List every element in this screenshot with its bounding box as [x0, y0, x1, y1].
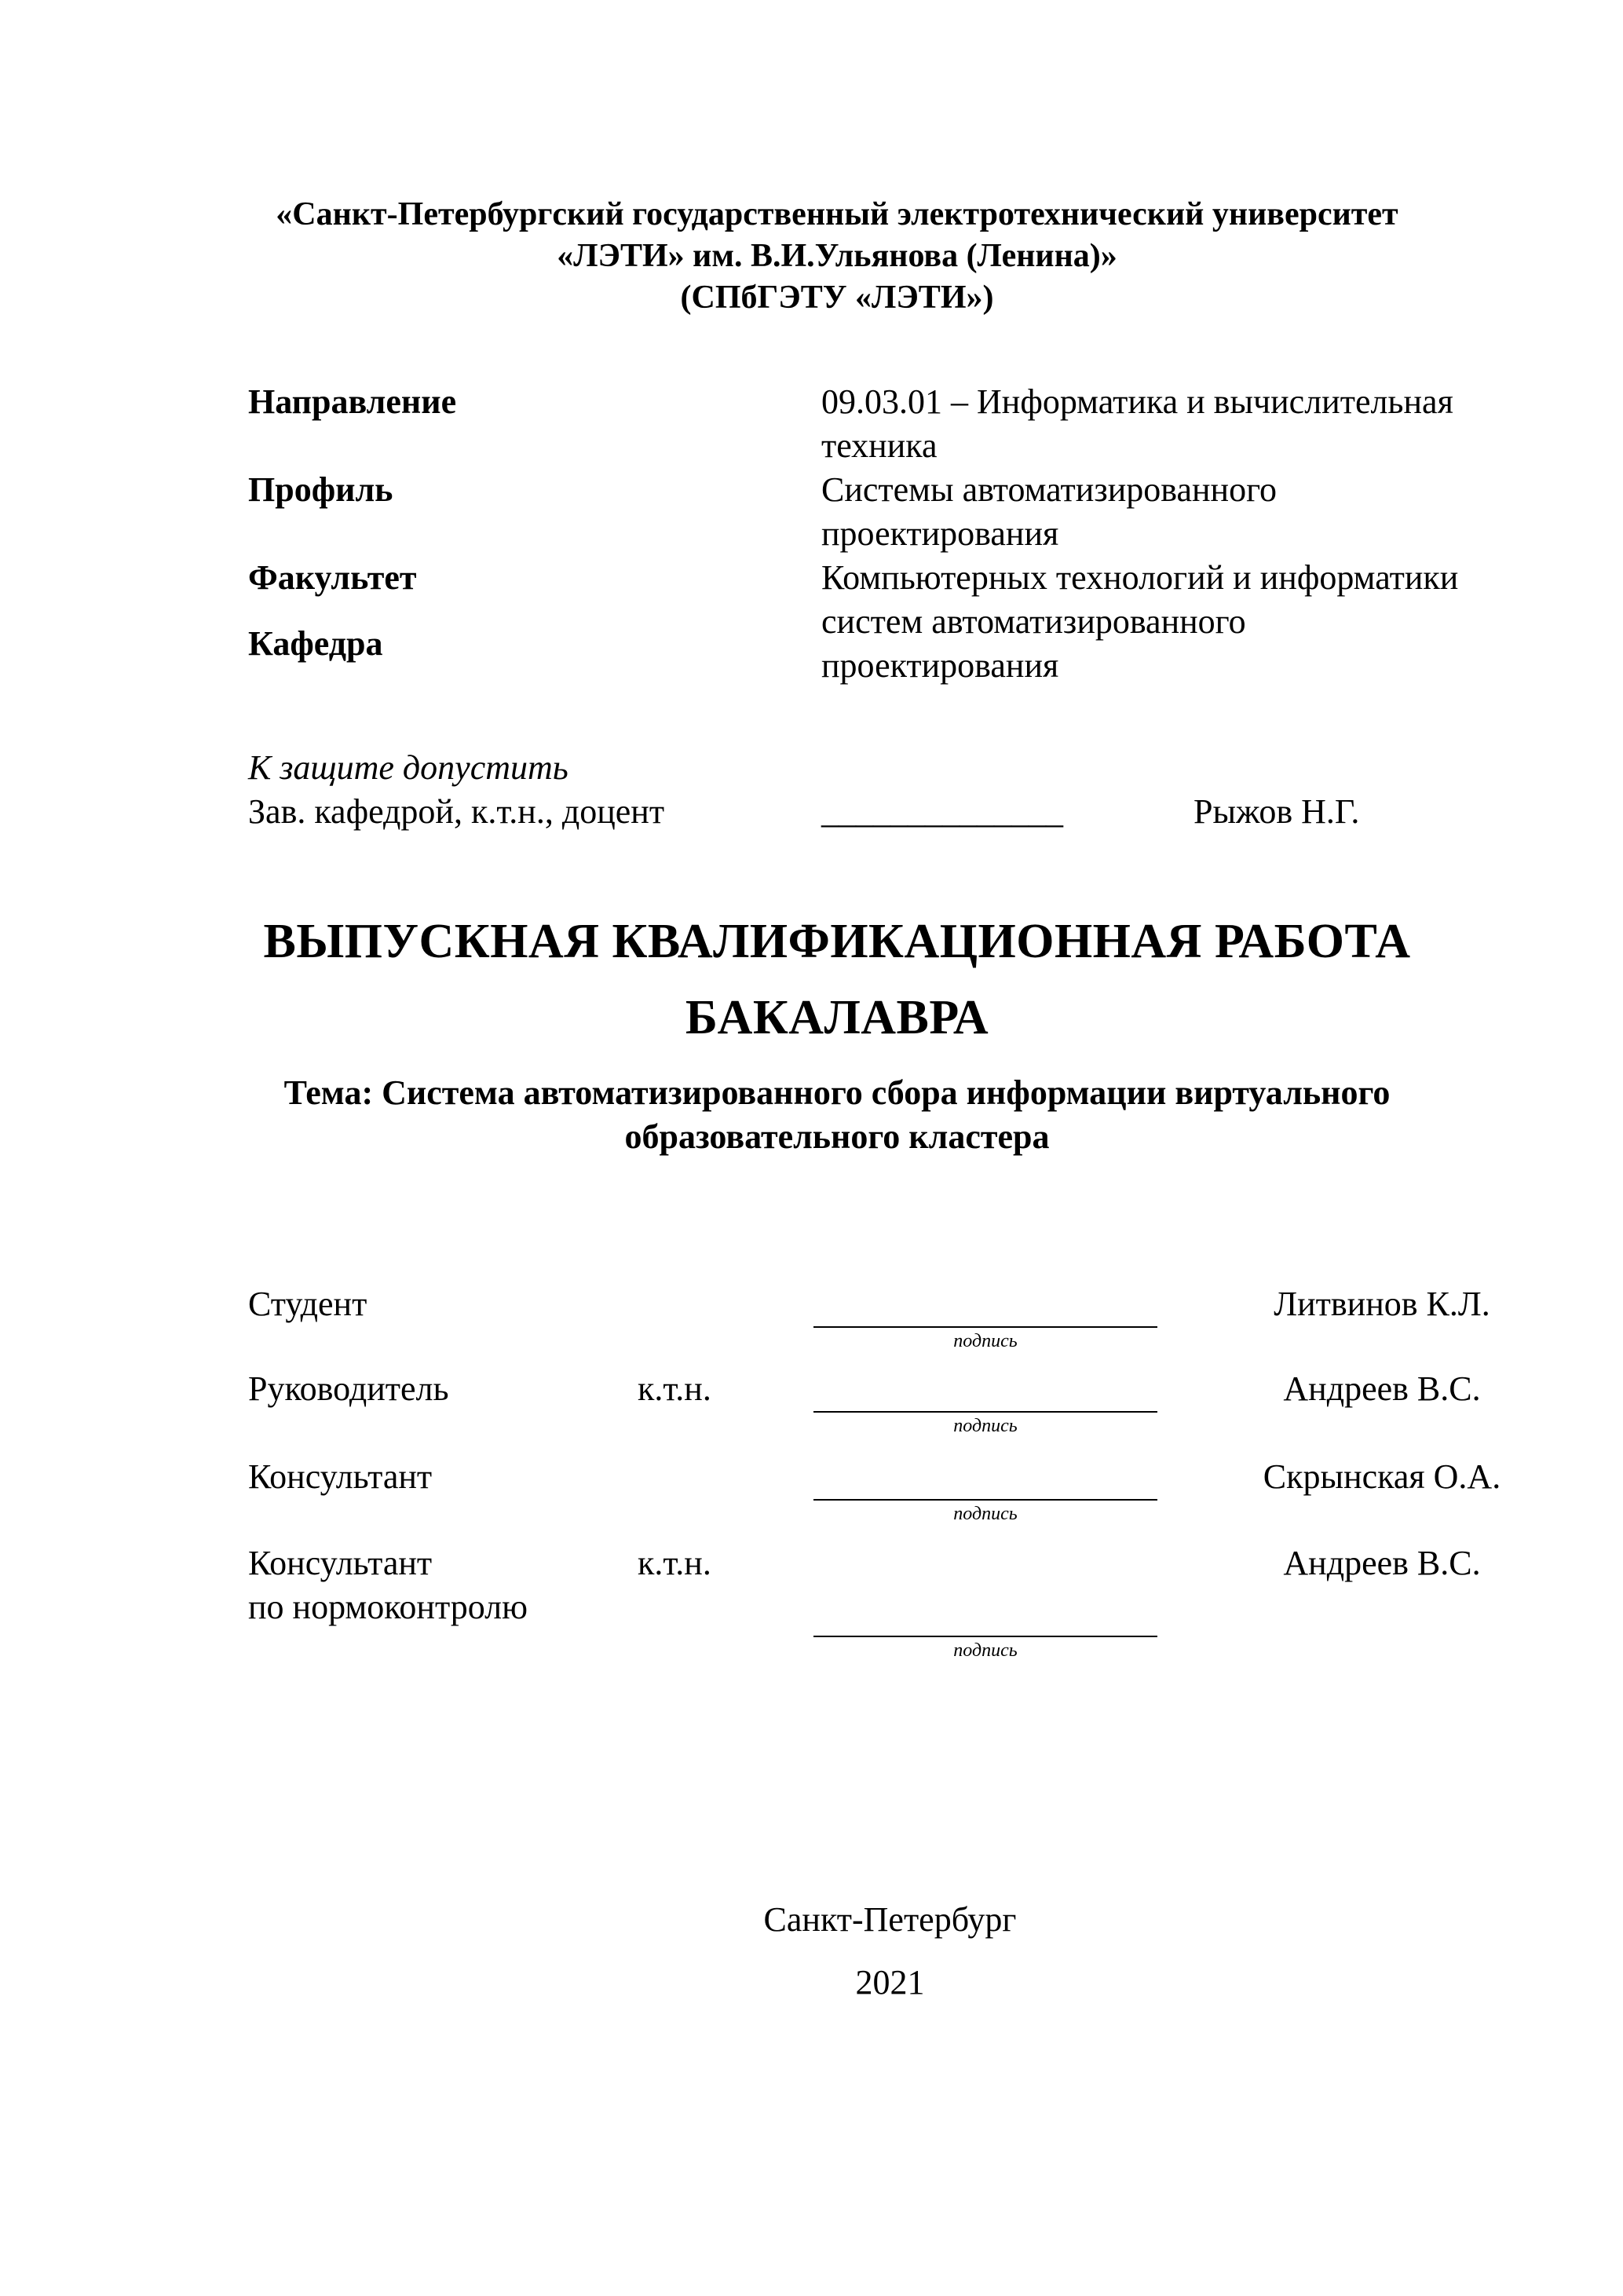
norm-consultant-degree: к.т.н. — [638, 1544, 711, 1582]
head-signature-blank: ______________ — [821, 792, 1063, 831]
supervisor-role: Руководитель — [248, 1369, 449, 1408]
norm-consultant-signature-line — [813, 1636, 1157, 1637]
consultant-signature-line — [813, 1499, 1157, 1501]
faculty-value: Компьютерных технологий и информатики — [821, 558, 1459, 597]
head-of-department-label: Зав. кафедрой, к.т.н., доцент — [248, 792, 665, 831]
head-of-department-name: Рыжов Н.Г. — [1193, 792, 1360, 831]
supervisor-signature-line — [813, 1411, 1157, 1413]
profile-value-line2: проектирования — [821, 514, 1059, 553]
consultant-name: Скрынская О.А. — [1263, 1457, 1501, 1496]
consultant-role: Консультант — [248, 1457, 433, 1496]
norm-consultant-signature-caption: подпись — [953, 1640, 1018, 1661]
norm-consultant-role-line2: по нормоконтролю — [248, 1588, 528, 1626]
profile-label: Профиль — [248, 470, 393, 509]
department-value-line1: систем автоматизированного — [821, 602, 1246, 641]
department-label: Кафедра — [248, 624, 383, 663]
faculty-label: Факультет — [248, 558, 417, 597]
admit-to-defense: К защите допустить — [248, 748, 568, 787]
topic-line2: образовательного кластера — [624, 1117, 1050, 1156]
direction-value-line2: техника — [821, 426, 938, 465]
norm-consultant-name: Андреев В.С. — [1283, 1544, 1481, 1582]
university-abbr: (СПбГЭТУ «ЛЭТИ») — [680, 280, 994, 316]
norm-consultant-role-line1: Консультант — [248, 1544, 433, 1582]
supervisor-degree: к.т.н. — [638, 1369, 711, 1408]
footer-city: Санкт-Петербург — [763, 1900, 1017, 1939]
supervisor-name: Андреев В.С. — [1283, 1369, 1481, 1408]
university-name-line1: «Санкт-Петербургский государственный электротехнический университет — [276, 196, 1398, 232]
student-signature-line — [813, 1326, 1157, 1328]
department-value-line2: проектирования — [821, 646, 1059, 685]
topic-line1: Тема: Система автоматизированного сбора информации виртуального — [283, 1073, 1391, 1112]
direction-value-line1: 09.03.01 – Информатика и вычислительная — [821, 382, 1453, 421]
direction-label: Направление — [248, 382, 457, 421]
work-title-line2: БАКАЛАВРА — [685, 991, 989, 1044]
student-name: Литвинов К.Л. — [1274, 1285, 1490, 1323]
student-signature-caption: подпись — [953, 1331, 1018, 1351]
work-title-line1: ВЫПУСКНАЯ КВАЛИФИКАЦИОННАЯ РАБОТА — [263, 915, 1411, 968]
consultant-signature-caption: подпись — [953, 1504, 1018, 1524]
student-role: Студент — [248, 1285, 367, 1323]
university-name-line2: «ЛЭТИ» им. В.И.Ульянова (Ленина)» — [557, 238, 1117, 274]
profile-value-line1: Системы автоматизированного — [821, 470, 1278, 509]
supervisor-signature-caption: подпись — [953, 1416, 1018, 1436]
footer-year: 2021 — [855, 1963, 925, 2002]
